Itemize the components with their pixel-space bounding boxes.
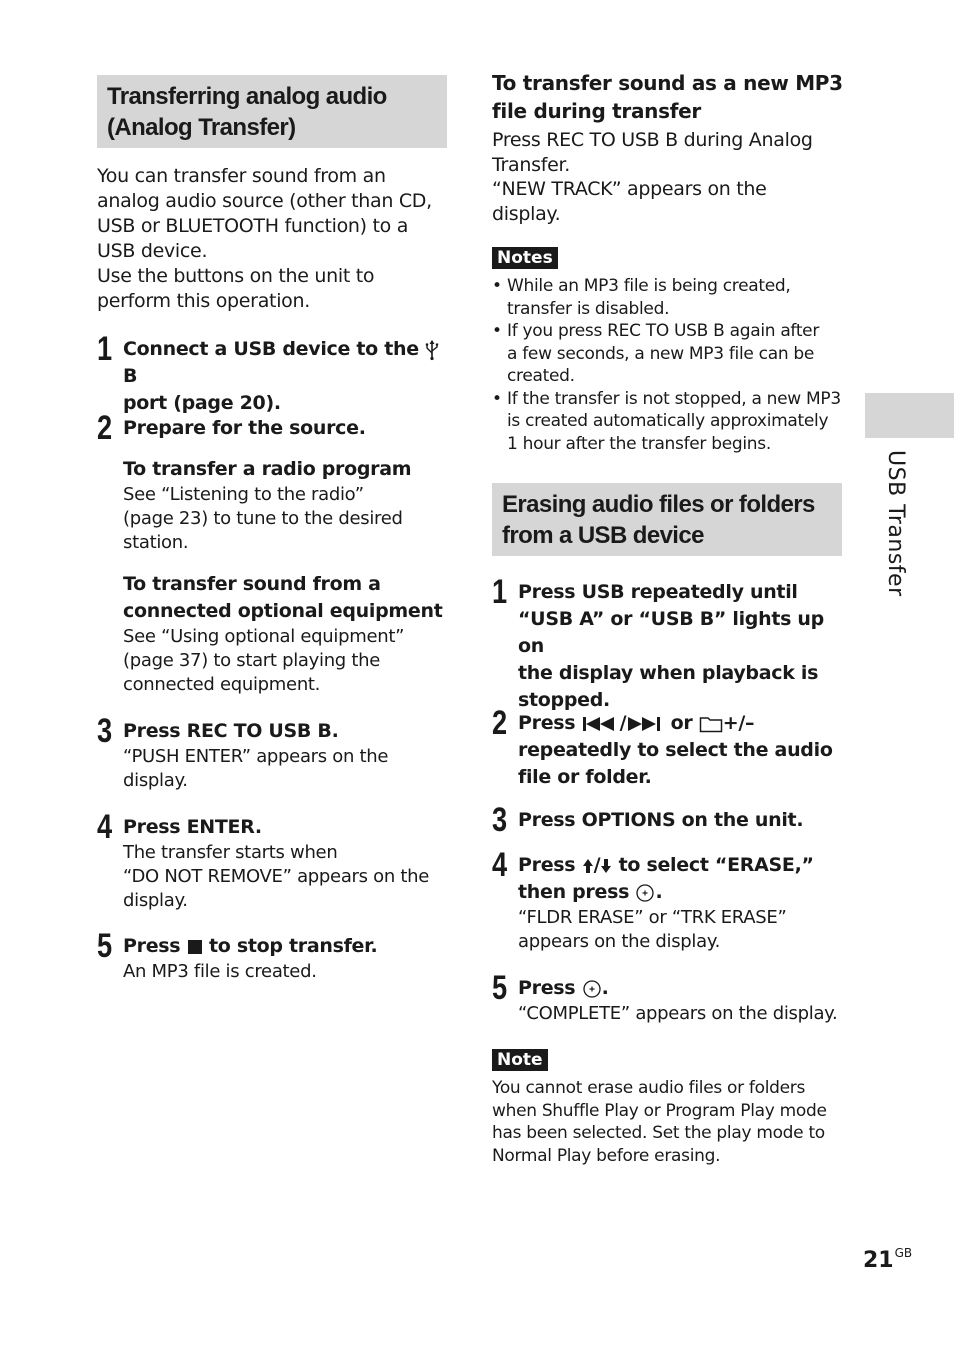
body-line: connected equipment. [123,674,321,695]
step-title-line: “USB A” or “USB B” lights up on [518,608,824,657]
heading-line: (Analog Transfer) [107,114,296,141]
step-2-prepare-source [97,409,447,697]
step-5-stop-transfer [97,927,447,984]
step-title [518,852,844,906]
body-line: (page 37) to start playing the [123,650,380,671]
step-1-connect-usb [97,330,447,417]
step-number: 3 [97,712,113,750]
subheading-line: To transfer sound from a [123,573,381,595]
next-track-icon [626,716,664,732]
step-title-line [518,710,844,737]
step-body [123,745,447,793]
step-body [518,1002,844,1026]
heading-line: from a USB device [502,522,704,549]
step-title-line: file or folder. [518,766,652,788]
note-line: 1 hour after the transfer begins. [507,433,771,454]
chapter-label: USB Transfer [883,450,908,597]
step-title-line [518,879,844,906]
usb-icon [425,339,439,361]
chapter-tab [865,393,954,438]
title-text: Press [123,935,181,957]
page-number [863,1246,912,1273]
step-title: Press OPTIONS on the unit. [518,809,804,831]
bullet: • [492,388,502,409]
note-item [492,320,844,388]
body-line: An MP3 file is created. [123,961,317,982]
step-title-line [518,852,844,879]
intro-line: perform this operation. [97,290,310,312]
note-line: is created automatically approximately [507,411,829,431]
body-line: (page 23) to tune to the desired [123,508,403,529]
intro-line: USB device. [97,240,208,262]
note-line: While an MP3 file is being created, [507,276,791,296]
subheading-new-mp3 [492,69,844,125]
section-heading-analog-transfer [97,75,447,148]
body-line: station. [123,532,189,553]
body-line: display. [123,770,188,791]
note-line: created. [507,366,575,386]
note-line: transfer is disabled. [507,298,670,319]
bullet: • [492,276,502,296]
step-number: 5 [492,969,508,1007]
step-body [518,906,844,954]
notes-list [492,275,844,455]
notes-badge: Notes [492,247,558,269]
erase-note-text [492,1077,844,1167]
step-title-line [123,336,447,390]
subheading-optional-equipment [123,571,447,625]
period: . [655,881,663,903]
step-title-line: Press USB repeatedly until [518,581,798,603]
intro-line: You can transfer sound from an [97,165,386,187]
stop-icon [187,939,203,955]
step-title-line: stopped. [518,689,610,711]
body-line: display. [492,202,561,225]
previous-track-icon [582,716,620,732]
subheading-line: file during transfer [492,99,701,123]
note-line: when Shuffle Play or Program Play mode [492,1100,827,1121]
enter-button-icon [635,883,655,903]
step-title-line: the display when playback is [518,662,819,684]
body-line: See “Using optional equipment” [123,626,405,647]
title-text: then press [518,881,630,903]
subheading-line: To transfer sound as a new MP3 [492,71,843,95]
section-heading-erasing [492,483,842,556]
title-text: Connect a USB device to the [123,338,419,360]
mp3-body [492,128,844,226]
subheading-line: connected optional equipment [123,600,443,622]
step-title: Press REC TO USB B. [123,720,339,742]
intro-text [97,164,447,314]
down-arrow-icon [600,858,612,874]
step-number: 4 [492,846,508,884]
erase-step-1-press-usb [492,573,844,714]
body-line: “FLDR ERASE” or “TRK ERASE” [518,907,787,928]
intro-line: USB or BLUETOOTH function) to a [97,215,409,237]
note-item [492,275,844,320]
bullet: • [492,321,502,341]
plus-minus: +/– [722,712,755,734]
step-4-press-enter [97,808,447,913]
page-number-value: 21 [863,1248,894,1273]
body-line: “PUSH ENTER” appears on the [123,746,389,767]
note-line: has been selected. Set the play mode to [492,1123,825,1143]
step-body [123,960,447,984]
step-number: 2 [492,704,508,742]
equipment-instructions [123,625,447,697]
subheading-radio [123,456,447,483]
step-title: Prepare for the source. [123,417,366,439]
step-number: 4 [97,808,113,846]
step-number: 5 [97,927,113,965]
period: . [601,977,609,999]
step-title [518,975,844,1002]
step-3-press-rec [97,712,447,793]
step-title-line: port (page 20). [123,392,281,414]
step-body [123,841,447,913]
title-text: to select “ERASE,” [618,854,814,876]
erase-step-5-press-enter [492,969,844,1026]
step-title-line: repeatedly to select the audio [518,739,833,761]
subheading-line: To transfer a radio program [123,458,412,480]
note-badge: Note [492,1049,548,1071]
body-line: “COMPLETE” appears on the display. [518,1003,838,1024]
body-line: “NEW TRACK” appears on the [492,178,767,200]
step-number: 1 [492,573,508,611]
note-line: a few seconds, a new MP3 file can be [507,343,815,364]
page-suffix: GB [894,1246,913,1260]
title-text: Press [518,977,576,999]
note-line: Normal Play before erasing. [492,1145,721,1166]
step-title [518,710,844,791]
step-number: 1 [97,330,113,368]
body-line: display. [123,890,188,911]
title-text: or [670,712,693,734]
up-arrow-icon [582,858,594,874]
title-text: Press [518,712,576,734]
body-line: The transfer starts when [123,842,338,863]
intro-line: Use the buttons on the unit to [97,265,375,287]
title-text: Press [518,854,576,876]
step-title [123,336,447,417]
erase-step-3-press-options [492,801,844,839]
step-number: 3 [492,801,508,839]
slash: / [593,854,601,876]
body-line: Press REC TO USB B during Analog [492,129,813,151]
intro-line: analog audio source (other than CD, [97,190,432,212]
step-title [518,579,844,714]
step-title: Press ENTER. [123,816,262,838]
note-line: You cannot erase audio files or folders [492,1078,806,1098]
erase-step-4-select-erase [492,846,844,954]
heading-line: Transferring analog audio [107,83,387,110]
slash: / [619,712,627,734]
title-text: to stop transfer. [208,935,378,957]
folder-icon [699,715,723,733]
radio-instructions [123,483,447,555]
body-line: appears on the display. [518,931,721,952]
step-title [123,933,447,960]
enter-button-icon [582,979,602,999]
title-text: B [123,365,138,387]
body-line: “DO NOT REMOVE” appears on the [123,866,430,887]
note-item [492,388,844,456]
body-line: Transfer. [492,153,570,176]
note-line: If you press REC TO USB B again after [507,321,820,341]
heading-line: Erasing audio files or folders [502,491,815,518]
note-line: If the transfer is not stopped, a new MP3 [507,388,841,409]
body-line: See “Listening to the radio” [123,484,364,505]
erase-step-2-select-file [492,704,844,791]
step-number: 2 [97,409,113,447]
